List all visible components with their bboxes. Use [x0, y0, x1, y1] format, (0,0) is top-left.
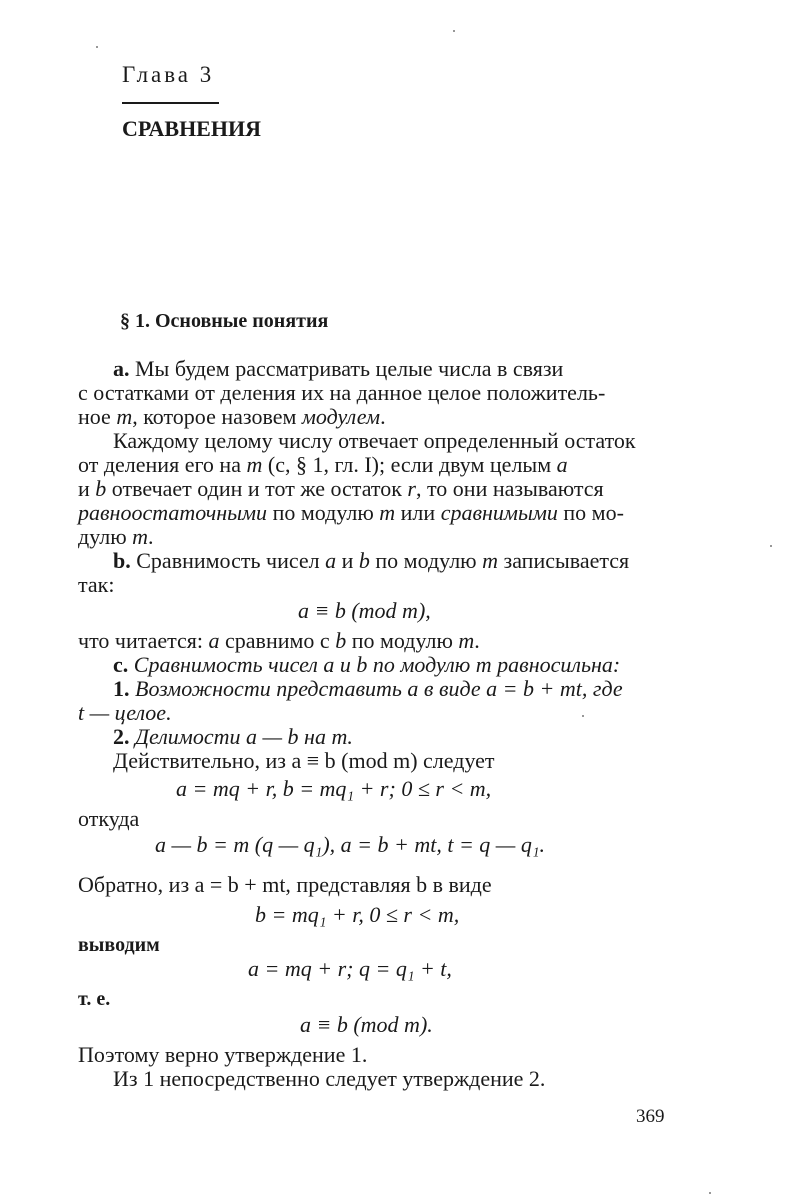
item-1	[113, 676, 623, 702]
speck	[96, 46, 98, 48]
speck	[453, 30, 455, 32]
text: Делимости a — b на m.	[129, 724, 353, 749]
residue-line3	[78, 476, 604, 502]
item-2	[113, 724, 353, 750]
text: .	[148, 524, 154, 549]
text: и	[336, 548, 359, 573]
text: отвечает один и тот же остаток	[106, 476, 408, 501]
text: и	[78, 476, 96, 501]
equation-3: b = mq₁ + r, 0 ≤ r < m,	[255, 902, 460, 927]
text: (с, § 1, гл. I); если двум целым	[262, 452, 557, 477]
equation-4: a = mq + r; q = q₁ + t,	[248, 956, 452, 981]
formula-congruence: a ≡ b (mod m),	[298, 598, 431, 623]
page-number: 369	[636, 1106, 665, 1127]
text: Сравнимость чисел a и b по модулю m равносильна:	[128, 652, 621, 677]
text: .	[474, 628, 480, 653]
var-m: m	[132, 524, 149, 549]
residue-line5	[78, 524, 154, 550]
speck	[770, 545, 772, 547]
var-a: a	[208, 628, 220, 653]
residue-line2	[78, 452, 568, 478]
para-b-reading	[78, 628, 480, 654]
equation-1: a = mq + r, b = mq₁ + r; 0 ≤ r < m,	[176, 776, 492, 801]
item-number: 1.	[113, 676, 130, 701]
text: или	[395, 500, 441, 525]
para-a-marker: а.	[113, 356, 130, 381]
text: Возможности представить a в виде a = b + mt, где	[129, 676, 623, 701]
var-b: b	[358, 548, 370, 573]
text: .	[380, 404, 386, 429]
text: что читается:	[78, 628, 209, 653]
item-1-cont: t — целое.	[78, 700, 172, 725]
text: , то они называются	[415, 476, 604, 501]
speck	[709, 1192, 711, 1194]
var-b: b	[335, 628, 347, 653]
var-a: a	[325, 548, 337, 573]
text: по модулю	[267, 500, 380, 525]
section-heading: § 1. Основные понятия	[120, 310, 329, 332]
var-m: m	[379, 500, 396, 525]
residue-line4	[78, 500, 624, 526]
term-equiresidual: равноостаточными	[78, 500, 268, 525]
text: , которое назовем	[132, 404, 302, 429]
var-m: m	[246, 452, 263, 477]
text: по модулю	[346, 628, 459, 653]
para-a-line2: с остатками от деления их на данное целое положитель-	[78, 380, 606, 405]
residue-line1: Каждому целому числу отвечает определенный остаток	[113, 428, 636, 453]
var-a: a	[556, 452, 568, 477]
var-b: b	[95, 476, 107, 501]
item-number: 2.	[113, 724, 130, 749]
speck	[582, 715, 584, 717]
para-b-line1	[113, 548, 629, 574]
conversely-line: Обратно, из a = b + mt, представляя b в виде	[78, 872, 492, 897]
term-modulus: модулем	[301, 404, 381, 429]
var-m: m	[116, 404, 133, 429]
indeed-line: Действительно, из a ≡ b (mod m) следует	[113, 748, 495, 773]
para-c-statement	[113, 652, 620, 678]
derive: выводим	[78, 934, 160, 956]
text: ное	[78, 404, 117, 429]
text: по модулю	[369, 548, 483, 573]
conclusion-1: Поэтому верно утверждение 1.	[78, 1042, 368, 1067]
para-b-marker: b.	[113, 548, 131, 573]
text: сравнимо с	[219, 628, 336, 653]
para-a-line3	[78, 404, 386, 430]
conclusion-2: Из 1 непосредственно следует утверждение 2.	[113, 1066, 546, 1091]
term-comparable: сравнимыми	[440, 500, 558, 525]
ie: т. е.	[78, 988, 111, 1010]
text: Сравнимость чисел	[130, 548, 326, 573]
para-a-text: Мы будем рассматривать целые числа в связи	[135, 356, 564, 381]
text: от деления его на	[78, 452, 247, 477]
text: по мо-	[557, 500, 624, 525]
var-m: m	[458, 628, 475, 653]
text: дулю	[78, 524, 133, 549]
whence: откуда	[78, 806, 140, 831]
para-c-marker: c.	[113, 652, 129, 677]
var-r: r	[407, 476, 416, 501]
equation-5: a ≡ b (mod m).	[300, 1012, 433, 1037]
var-m: m	[482, 548, 498, 573]
para-b-line2: так:	[78, 572, 115, 597]
para-a-line1	[113, 356, 658, 382]
text: записывается	[498, 548, 630, 573]
chapter-title: СРАВНЕНИЯ	[122, 116, 261, 141]
equation-2: a — b = m (q — q₁), a = b + mt, t = q — q₁.	[155, 832, 546, 857]
chapter-label: Глава 3	[122, 62, 215, 87]
chapter-rule	[122, 102, 219, 104]
